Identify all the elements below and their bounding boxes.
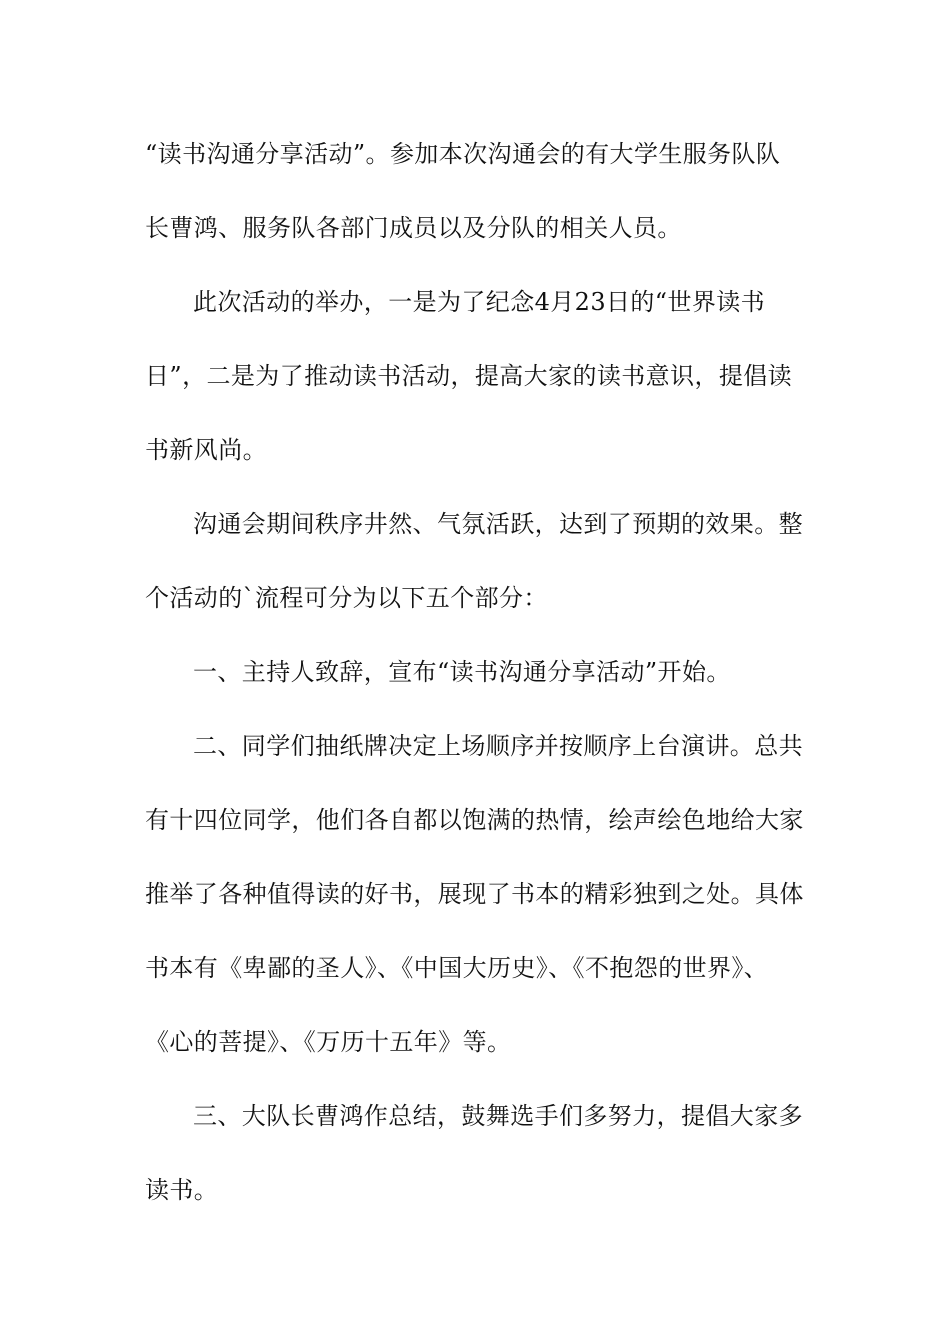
paragraph-first-line: 沟通会期间秩序井然、气氛活跃，达到了预期的效果。整 [193, 510, 803, 538]
paragraph-first-line: 一、主持人致辞，宣布“读书沟通分享活动”开始。 [193, 658, 731, 686]
paragraph-first-line: 三、大队长曹鸿作总结，鼓舞选手们多努力，提倡大家多 [193, 1102, 803, 1130]
text-line: 推举了各种值得读的好书，展现了书本的精彩独到之处。具体 [145, 880, 804, 908]
text-line: 《心的菩提》、《万历十五年》等。 [145, 1028, 512, 1056]
text-line: 书新风尚。 [145, 436, 267, 464]
text-line: 有十四位同学，他们各自都以饱满的热情，绘声绘色地给大家 [145, 806, 804, 834]
text-line: “读书沟通分享活动”。参加本次沟通会的有大学生服务队队 [145, 140, 781, 168]
text-line: 长曹鸿、服务队各部门成员以及分队的相关人员。 [145, 214, 682, 242]
text-line: 书本有《卑鄙的圣人》、《中国大历史》、《不抱怨的世界》、 [145, 954, 769, 982]
text-line: 个活动的`流程可分为以下五个部分： [145, 584, 548, 612]
paragraph-first-line: 二、同学们抽纸牌决定上场顺序并按顺序上台演讲。总共 [193, 732, 803, 760]
text-line: 日”，二是为了推动读书活动，提高大家的读书意识，提倡读 [145, 362, 793, 390]
text-line: 读书。 [145, 1176, 219, 1204]
paragraph-first-line: 此次活动的举办，一是为了纪念4月23日的“世界读书 [193, 288, 766, 316]
